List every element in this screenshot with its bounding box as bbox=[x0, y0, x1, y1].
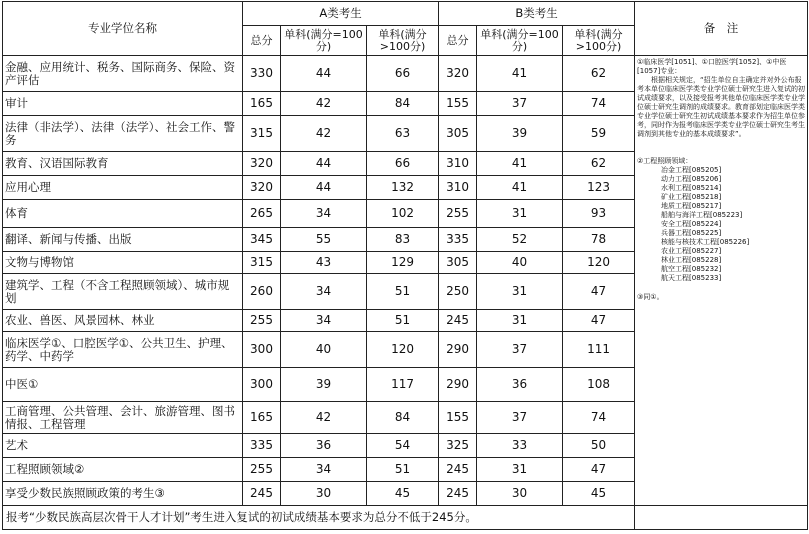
major-name: 教育、汉语国际教育 bbox=[3, 152, 243, 176]
note-1-title: ①临床医学[1051]、①口腔医学[1052]、①中医[1057]专业： bbox=[637, 58, 787, 75]
b-single100: 31 bbox=[477, 458, 563, 482]
a-single-over100: 132 bbox=[367, 176, 439, 200]
b-single-over100: 47 bbox=[563, 310, 635, 332]
a-single100: 42 bbox=[281, 116, 367, 152]
a-total: 320 bbox=[243, 152, 281, 176]
b-total: 255 bbox=[439, 200, 477, 228]
b-single-over100: 47 bbox=[563, 458, 635, 482]
a-total: 320 bbox=[243, 176, 281, 200]
b-single100: 41 bbox=[477, 56, 563, 92]
note-2-title: ②工程照顾领域： bbox=[637, 157, 693, 165]
b-single100: 31 bbox=[477, 310, 563, 332]
a-single100: 30 bbox=[281, 482, 367, 506]
note-2-item: 矿业工程[085218] bbox=[661, 193, 722, 201]
a-single100: 40 bbox=[281, 332, 367, 368]
footer-note: 报考“少数民族高层次骨干人才计划”考生进入复试的初试成绩基本要求为总分不低于245分。 bbox=[3, 506, 635, 530]
a-single100: 34 bbox=[281, 200, 367, 228]
a-single100-header: 单科(满分=100分) bbox=[281, 26, 367, 56]
b-single100: 41 bbox=[477, 176, 563, 200]
a-single-over100: 66 bbox=[367, 152, 439, 176]
major-name: 应用心理 bbox=[3, 176, 243, 200]
note-2-item: 船舶与海洋工程[085223] bbox=[661, 211, 743, 219]
b-total: 250 bbox=[439, 274, 477, 310]
major-name: 审计 bbox=[3, 92, 243, 116]
a-single-over100: 120 bbox=[367, 332, 439, 368]
remarks-cell bbox=[635, 56, 808, 506]
note-2-item: 林业工程[085228] bbox=[661, 256, 722, 264]
a-single-over100: 102 bbox=[367, 200, 439, 228]
b-single100: 33 bbox=[477, 434, 563, 458]
a-single-over100: 51 bbox=[367, 458, 439, 482]
note-2-item: 航空工程[085232] bbox=[661, 265, 722, 273]
group-b-header: B类考生 bbox=[439, 2, 635, 26]
a-single100: 44 bbox=[281, 176, 367, 200]
a-single-over100: 117 bbox=[367, 368, 439, 402]
b-single-over100: 62 bbox=[563, 56, 635, 92]
b-total: 305 bbox=[439, 252, 477, 274]
b-single-over100-header: 单科(满分>100分) bbox=[563, 26, 635, 56]
a-single100: 44 bbox=[281, 56, 367, 92]
a-single100: 55 bbox=[281, 228, 367, 252]
b-single100: 39 bbox=[477, 116, 563, 152]
a-single-over100: 129 bbox=[367, 252, 439, 274]
note-1 bbox=[637, 58, 805, 139]
a-single100: 36 bbox=[281, 434, 367, 458]
b-single-over100: 74 bbox=[563, 402, 635, 434]
a-single100: 43 bbox=[281, 252, 367, 274]
b-total: 310 bbox=[439, 176, 477, 200]
b-single100: 37 bbox=[477, 92, 563, 116]
a-total: 315 bbox=[243, 252, 281, 274]
b-total: 155 bbox=[439, 92, 477, 116]
major-name: 临床医学①、口腔医学①、公共卫生、护理、药学、中药学 bbox=[3, 332, 243, 368]
a-single-over100: 63 bbox=[367, 116, 439, 152]
major-name: 工商管理、公共管理、会计、旅游管理、图书情报、工程管理 bbox=[3, 402, 243, 434]
major-name: 农业、兽医、风景园林、林业 bbox=[3, 310, 243, 332]
a-total: 260 bbox=[243, 274, 281, 310]
b-total: 245 bbox=[439, 458, 477, 482]
b-total: 325 bbox=[439, 434, 477, 458]
b-single100: 52 bbox=[477, 228, 563, 252]
major-name: 法律（非法学）、法律（法学）、社会工作、警务 bbox=[3, 116, 243, 152]
b-single100: 41 bbox=[477, 152, 563, 176]
note-2-item: 兵器工程[085225] bbox=[661, 229, 722, 237]
b-single-over100: 111 bbox=[563, 332, 635, 368]
b-total: 290 bbox=[439, 332, 477, 368]
a-single100: 42 bbox=[281, 402, 367, 434]
major-name: 工程照顾领域② bbox=[3, 458, 243, 482]
b-single100: 31 bbox=[477, 200, 563, 228]
b-single-over100: 62 bbox=[563, 152, 635, 176]
b-single100: 31 bbox=[477, 274, 563, 310]
b-single100: 37 bbox=[477, 402, 563, 434]
b-single-over100: 93 bbox=[563, 200, 635, 228]
b-single-over100: 45 bbox=[563, 482, 635, 506]
note-1-body: 根据相关规定，“招生单位自主确定并对外公布报考本单位临床医学类专业学位硕士研究生进入复试的初试成绩要求，以及接受报考其他单位临床医学类专业学位硕士研究生调剂的成绩要求。教育部划定临床医学类专业学位硕士研究生初试成绩基本要求作为招生单位参考，同时作为报考临床医学类专业学位硕士研究生考生调剂到其他专业的基本成绩要求”。 bbox=[637, 76, 806, 138]
table-row bbox=[3, 56, 808, 92]
a-single-over100: 66 bbox=[367, 56, 439, 92]
a-single100: 39 bbox=[281, 368, 367, 402]
b-single-over100: 78 bbox=[563, 228, 635, 252]
a-total: 335 bbox=[243, 434, 281, 458]
b-single100: 36 bbox=[477, 368, 563, 402]
b-total: 245 bbox=[439, 310, 477, 332]
b-total: 290 bbox=[439, 368, 477, 402]
b-single100-header: 单科(满分=100分) bbox=[477, 26, 563, 56]
a-total: 165 bbox=[243, 402, 281, 434]
b-single100: 37 bbox=[477, 332, 563, 368]
b-single-over100: 108 bbox=[563, 368, 635, 402]
major-name: 享受少数民族照顾政策的考生③ bbox=[3, 482, 243, 506]
a-total: 300 bbox=[243, 368, 281, 402]
b-single-over100: 50 bbox=[563, 434, 635, 458]
a-single-over100: 51 bbox=[367, 310, 439, 332]
note-2-item: 冶金工程[085205] bbox=[661, 166, 722, 174]
note-2-item: 核能与核技术工程[085226] bbox=[661, 238, 750, 246]
a-single-over100: 83 bbox=[367, 228, 439, 252]
major-name: 体育 bbox=[3, 200, 243, 228]
note-2-item: 航天工程[085233] bbox=[661, 274, 722, 282]
b-single-over100: 123 bbox=[563, 176, 635, 200]
note-2 bbox=[637, 157, 805, 283]
a-single-over100: 54 bbox=[367, 434, 439, 458]
a-total: 315 bbox=[243, 116, 281, 152]
major-header: 专业学位名称 bbox=[3, 2, 243, 56]
footer-row bbox=[3, 506, 808, 530]
a-total: 330 bbox=[243, 56, 281, 92]
b-total: 335 bbox=[439, 228, 477, 252]
footer-empty-cell bbox=[635, 506, 808, 530]
major-name: 建筑学、工程（不含工程照顾领域）、城市规划 bbox=[3, 274, 243, 310]
b-total: 320 bbox=[439, 56, 477, 92]
a-total: 165 bbox=[243, 92, 281, 116]
a-single100: 42 bbox=[281, 92, 367, 116]
a-single100: 34 bbox=[281, 310, 367, 332]
note-2-item: 农业工程[085227] bbox=[661, 247, 722, 255]
a-single-over100: 84 bbox=[367, 402, 439, 434]
a-total: 255 bbox=[243, 458, 281, 482]
b-total: 310 bbox=[439, 152, 477, 176]
a-total: 255 bbox=[243, 310, 281, 332]
b-total: 245 bbox=[439, 482, 477, 506]
major-name: 中医① bbox=[3, 368, 243, 402]
b-single-over100: 120 bbox=[563, 252, 635, 274]
a-single-over100: 84 bbox=[367, 92, 439, 116]
a-total: 345 bbox=[243, 228, 281, 252]
a-single-over100: 45 bbox=[367, 482, 439, 506]
a-total: 245 bbox=[243, 482, 281, 506]
b-total-header: 总分 bbox=[439, 26, 477, 56]
b-single-over100: 74 bbox=[563, 92, 635, 116]
b-single-over100: 47 bbox=[563, 274, 635, 310]
a-single-over100: 51 bbox=[367, 274, 439, 310]
a-single100: 44 bbox=[281, 152, 367, 176]
a-total: 265 bbox=[243, 200, 281, 228]
note-2-item: 安全工程[085224] bbox=[661, 220, 722, 228]
a-single100: 34 bbox=[281, 274, 367, 310]
a-single-over100-header: 单科(满分>100分) bbox=[367, 26, 439, 56]
note-2-item: 动力工程[085206] bbox=[661, 175, 722, 183]
a-single100: 34 bbox=[281, 458, 367, 482]
major-name: 文物与博物馆 bbox=[3, 252, 243, 274]
b-single-over100: 59 bbox=[563, 116, 635, 152]
a-total-header: 总分 bbox=[243, 26, 281, 56]
score-table bbox=[2, 1, 808, 530]
group-a-header: A类考生 bbox=[243, 2, 439, 26]
note-2-item: 水利工程[085214] bbox=[661, 184, 722, 192]
b-total: 305 bbox=[439, 116, 477, 152]
b-single100: 30 bbox=[477, 482, 563, 506]
note-3: ③同①。 bbox=[637, 293, 664, 301]
a-total: 300 bbox=[243, 332, 281, 368]
major-name: 翻译、新闻与传播、出版 bbox=[3, 228, 243, 252]
major-name: 艺术 bbox=[3, 434, 243, 458]
major-name: 金融、应用统计、税务、国际商务、保险、资产评估 bbox=[3, 56, 243, 92]
note-2-item: 地质工程[085217] bbox=[661, 202, 722, 210]
remark-header: 备 注 bbox=[635, 2, 808, 56]
b-total: 155 bbox=[439, 402, 477, 434]
b-single100: 40 bbox=[477, 252, 563, 274]
